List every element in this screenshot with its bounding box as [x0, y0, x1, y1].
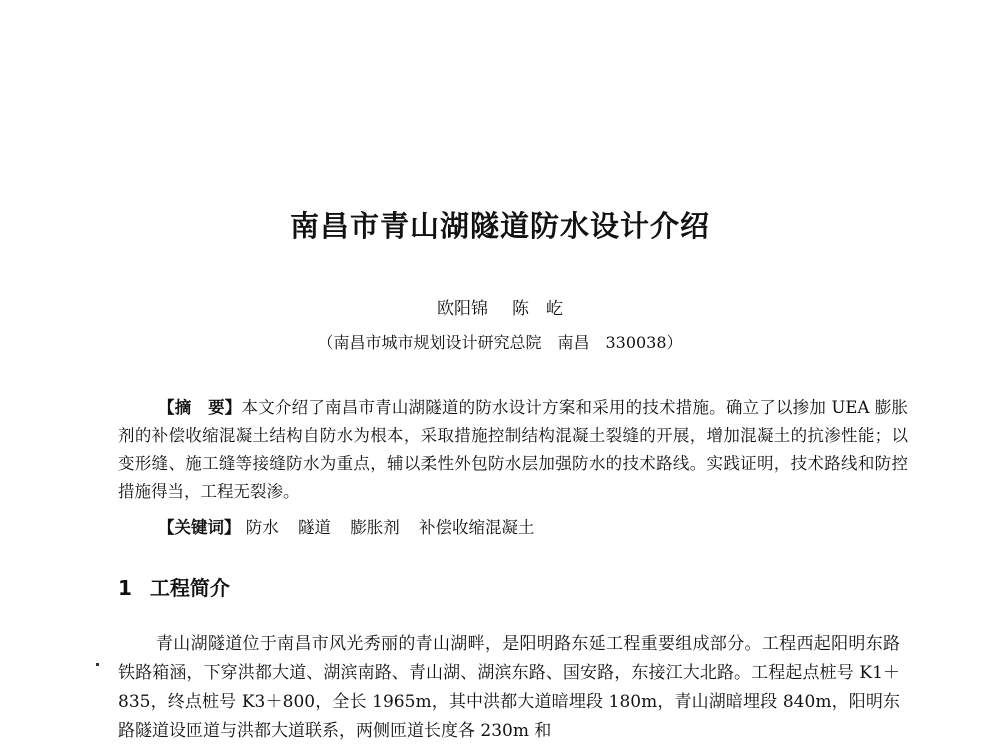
paper-title: 南昌市青山湖隧道防水设计介绍 — [289, 209, 710, 243]
section-title: 工程简介 — [149, 576, 230, 600]
section-heading — [118, 573, 230, 603]
keyword: 防水 — [245, 518, 279, 537]
keyword: 补偿收缩混凝土 — [419, 518, 535, 537]
scan-speck — [96, 663, 99, 666]
author-list — [0, 297, 1000, 321]
section-number: 1 — [118, 576, 132, 600]
author-name: 欧阳锦 — [437, 299, 488, 319]
author-name: 陈 屹 — [512, 299, 563, 319]
abstract-text: 本文介绍了南昌市青山湖隧道的防水设计方案和采用的技术措施。确立了以掺加 UEA 膨胀剂的补偿收缩混凝土结构自防水为根本，采取措施控制结构混凝土裂缝的开展，增加混凝土的抗渗性能；以变形缝、施工缝等接缝防水为重点，辅以柔性外包防水层加强防水的技术路线。实践证明，技术路线和防控措施得当，工程无裂渗。 — [118, 398, 909, 501]
body-paragraph: 青山湖隧道位于南昌市风光秀丽的青山湖畔，是阳明路东延工程重要组成部分。工程西起阳明东路铁路箱涵，下穿洪都大道、湖滨南路、青山湖、湖滨东路、国安路，东接江大北路。工程起点桩号 K1＋835，终点桩号 K3＋800，全长 1965m，其中洪都大道暗埋段 180m，青山湖暗埋段 840m，阳明东路隧道设匝道与洪都大道联系，两侧匝道长度各 230m 和 — [118, 634, 900, 741]
keyword: 膨胀剂 — [350, 518, 400, 537]
author-affiliation: （南昌市城市规划设计研究总院 南昌 330038） — [317, 333, 683, 352]
keywords-label: 【关键词】 — [158, 518, 241, 537]
abstract — [118, 394, 908, 506]
keyword: 隧道 — [298, 518, 331, 537]
keywords — [158, 514, 918, 542]
abstract-label: 【摘 要】 — [158, 398, 242, 417]
